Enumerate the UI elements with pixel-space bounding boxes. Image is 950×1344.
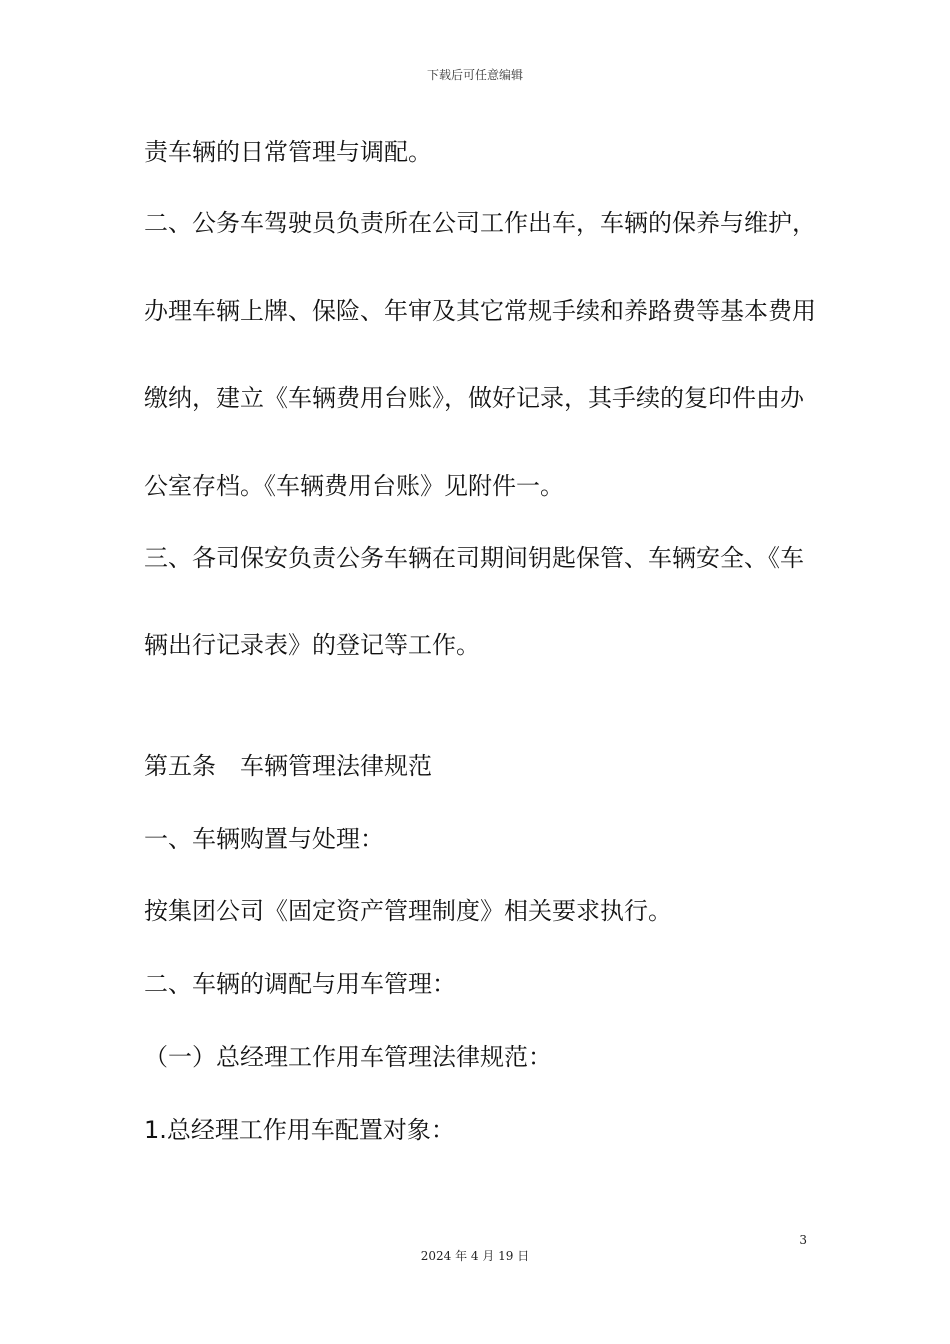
body-text-line: 公室存档。《车辆费用台账》见附件一。 [144,472,564,500]
body-text-line: 办理车辆上牌、保险、年审及其它常规手续和养路费等基本费用 [144,297,816,325]
body-text-line: 二、车辆的调配与用车管理： [144,970,456,998]
body-text-line: 责车辆的日常管理与调配。 [144,138,432,166]
page-number: 3 [799,1233,807,1247]
body-text-line: 缴纳，建立《车辆费用台账》，做好记录，其手续的复印件由办 [144,384,804,412]
body-text-line: 按集团公司《固定资产管理制度》相关要求执行。 [144,897,672,925]
body-text-line: 二、公务车驾驶员负责所在公司工作出车，车辆的保养与维护， [144,209,816,237]
body-text-line: 1.总经理工作用车配置对象： [144,1116,455,1144]
body-text-line: 一、车辆购置与处理： [144,825,384,853]
section-heading: 第五条 车辆管理法律规范 [144,752,432,780]
page-header: 下载后可任意编辑 [426,68,523,82]
page-footer-date: 2024 年 4 月 19 日 [420,1249,530,1263]
body-text-line: （一）总经理工作用车管理法律规范： [144,1043,552,1071]
body-text-line: 辆出行记录表》的登记等工作。 [144,631,480,659]
body-text-line: 三、各司保安负责公务车辆在司期间钥匙保管、车辆安全、《车 [144,544,804,572]
